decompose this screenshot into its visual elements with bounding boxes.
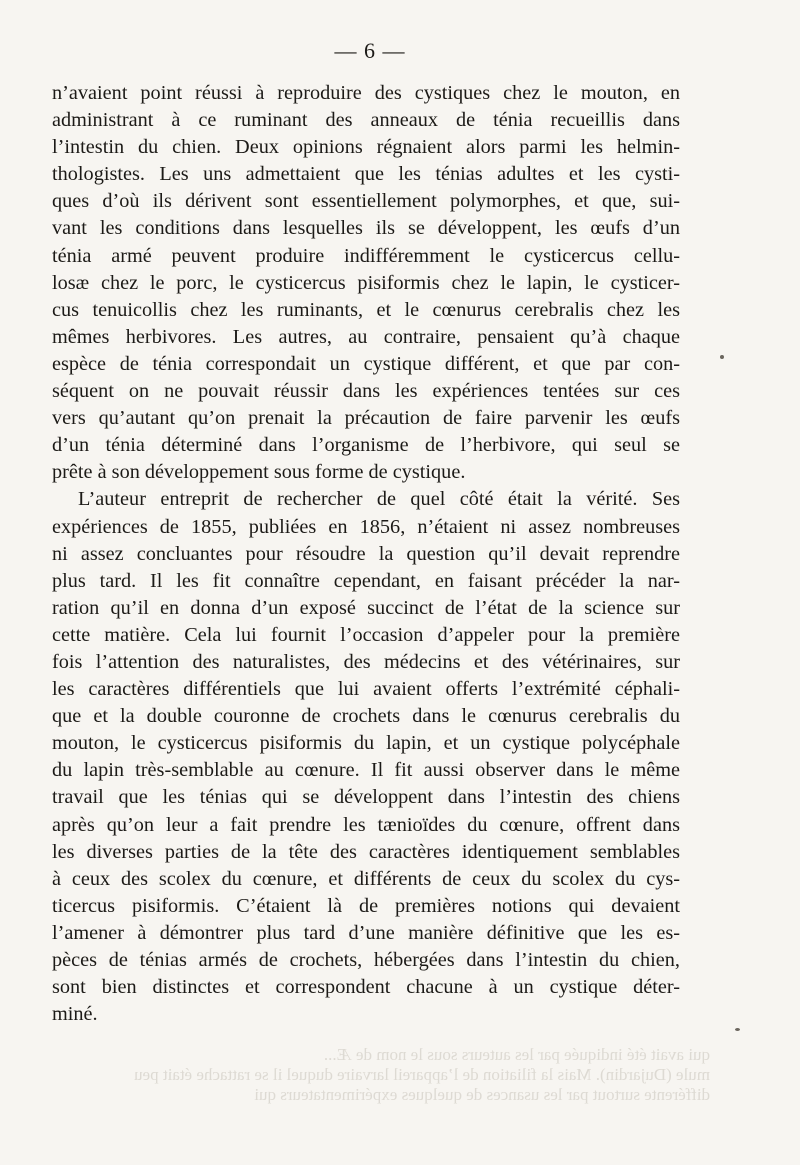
- text-line: miné.: [52, 1003, 98, 1026]
- text-line: séquent on ne pouvait réussir dans les expériences tentées sur ces: [52, 380, 680, 403]
- text-line: cus tenuicollis chez les ruminants, et le cœnurus cerebralis chez les: [52, 298, 680, 321]
- text-line: plus tard. Il les fit connaître cependant, en faisant précéder la nar-: [52, 569, 680, 592]
- text-line: mêmes herbivores. Les autres, au contraire, pensaient qu’à chaque: [52, 325, 680, 348]
- text-line: prête à son développement sous forme de cystique.: [52, 461, 466, 484]
- bleed-through-text: [134, 1045, 710, 1105]
- text-line: les caractères différentiels que lui avaient offerts l’extrémité céphali-: [52, 678, 680, 701]
- text-line: cette matière. Cela lui fournit l’occasion d’appeler pour la première: [52, 623, 680, 646]
- ink-speck: [735, 1028, 740, 1031]
- page-number: — 6 —: [334, 38, 406, 63]
- text-line: ticercus pisiformis. C’étaient là de premières notions qui devaient: [52, 894, 680, 917]
- text-line: ques d’où ils dérivent sont essentiellement polymorphes, et que, sui-: [52, 190, 680, 213]
- text-line: travail que les ténias qui se développent dans l’intestin des chiens: [52, 786, 680, 809]
- ink-speck: [720, 355, 724, 359]
- body-text: [52, 80, 680, 1028]
- text-line: ration qu’il en donna d’un exposé succinct de l’état de la science sur: [52, 596, 680, 619]
- bleed-through-line: mule (Dujardin). Mais la filiation de l’appareil larvaire duquel il se rattache était peu: [134, 1065, 710, 1084]
- text-line: à ceux des scolex du cœnure, et différents de ceux du scolex du cys-: [52, 867, 680, 890]
- text-line: l’intestin du chien. Deux opinions régnaient alors parmi les helmin-: [52, 136, 680, 159]
- bleed-through-line: qui avait été indiquée par les auteurs sous le nom de Æ...: [323, 1045, 710, 1064]
- text-line: fois l’attention des naturalistes, des médecins et des vétérinaires, sur: [52, 650, 680, 673]
- text-line: sont bien distinctes et correspondent chacune à un cystique déter-: [52, 976, 680, 999]
- text-line: d’un ténia déterminé dans l’organisme de l’herbivore, qui seul se: [52, 434, 680, 457]
- text-line: vant les conditions dans lesquelles ils se développent, les œufs d’un: [52, 217, 680, 240]
- text-line: expériences de 1855, publiées en 1856, n’étaient ni assez nombreuses: [52, 515, 680, 538]
- text-line: les diverses parties de la tête des caractères identiquement semblables: [52, 840, 680, 863]
- text-line: après qu’on leur a fait prendre les tænioïdes du cœnure, offrent dans: [52, 813, 680, 836]
- text-line: administrant à ce ruminant des anneaux de ténia recueillis dans: [52, 109, 680, 132]
- text-line: que et la double couronne de crochets dans le cœnurus cerebralis du: [52, 705, 680, 728]
- text-line: thologistes. Les uns admettaient que les ténias adultes et les cysti-: [52, 163, 680, 186]
- text-line: vers qu’autant qu’on prenait la précaution de faire parvenir les œufs: [52, 407, 680, 430]
- text-line: du lapin très-semblable au cœnure. Il fit aussi observer dans le même: [52, 759, 680, 782]
- text-line: l’amener à démontrer plus tard d’une manière définitive que les es-: [52, 921, 680, 944]
- text-line: L’auteur entreprit de rechercher de quel côté était la vérité. Ses: [78, 488, 680, 511]
- text-line: losæ chez le porc, le cysticercus pisiformis chez le lapin, le cysticer-: [52, 271, 680, 294]
- text-line: espèce de ténia correspondait un cystique différent, et que par con-: [52, 352, 680, 375]
- bleed-through-line: différente surtout par les usances de quelques expérimentateurs qui: [254, 1085, 710, 1104]
- text-line: mouton, le cysticercus pisiformis du lapin, et un cystique polycéphale: [52, 732, 680, 755]
- text-line: ni assez concluantes pour résoudre la question qu’il devait reprendre: [52, 542, 680, 565]
- text-line: pèces de ténias armés de crochets, hébergées dans l’intestin du chien,: [52, 949, 680, 971]
- text-line: n’avaient point réussi à reproduire des cystiques chez le mouton, en: [52, 82, 680, 104]
- text-line: ténia armé peuvent produire indifféremment le cysticercus cellu-: [52, 244, 680, 267]
